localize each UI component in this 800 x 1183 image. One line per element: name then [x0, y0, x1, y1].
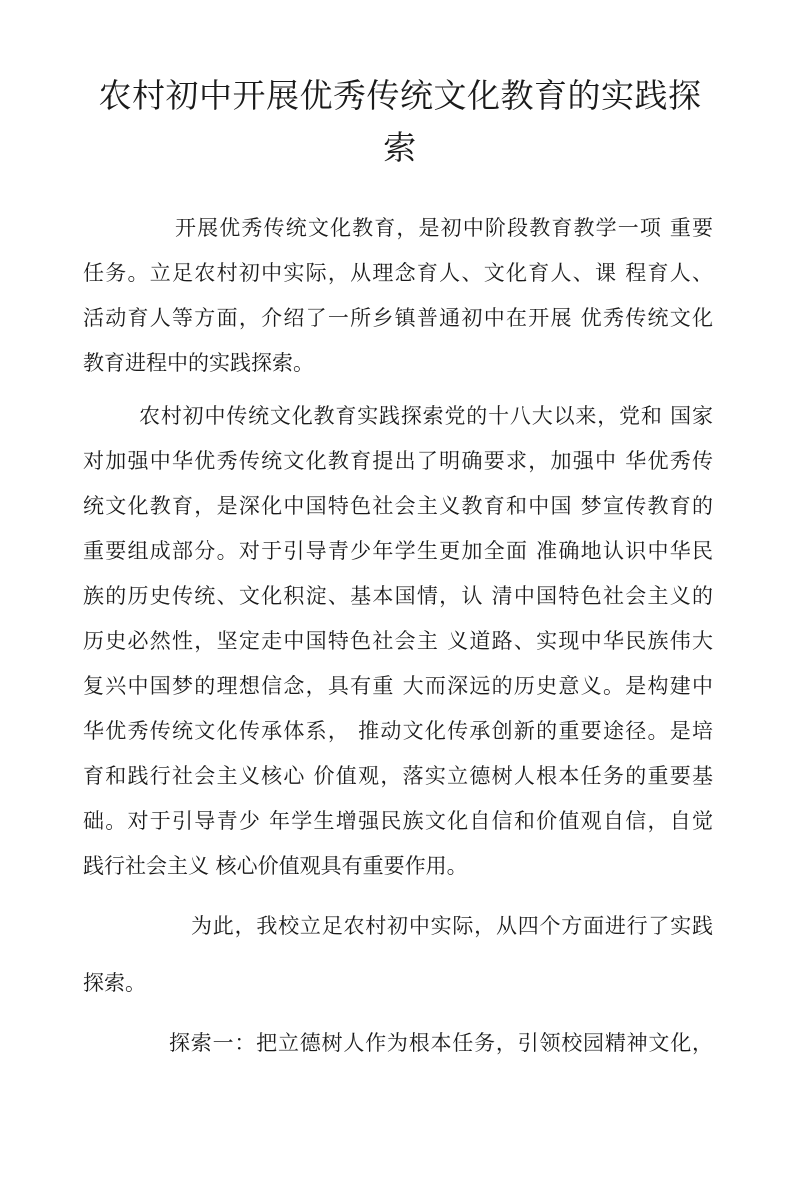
paragraph-gap [83, 386, 713, 394]
paragraph-line: 活动育人等方面，介绍了一所乡镇普通初中在开展 优秀传统文化 [83, 306, 713, 330]
paragraph-line: 任务。立足农村初中实际，从理念育人、文化育人、课 程育人、 [83, 261, 713, 285]
title-line-2: 索 [383, 128, 417, 167]
paragraph-line: 础。对于引导青少 年学生增强民族文化自信和价值观自信，自觉 [83, 809, 713, 833]
paragraph-line: 践行社会主义 核心价值观具有重要作用。 [83, 854, 468, 878]
paragraph-approach [83, 904, 713, 1006]
paragraph-line: 历史必然性，坚定走中国特色社会主 义道路、实现中华民族伟大 [83, 629, 713, 653]
paragraph-exploration-one [83, 1021, 713, 1066]
paragraph-line: 统文化教育，是深化中国特色社会主义教育和中国 梦宣传教育的 [83, 494, 713, 518]
paragraph-background [83, 394, 713, 889]
paragraph-line: 探索。 [83, 971, 146, 995]
paragraph-line: 华优秀传统文化传承体系， 推动文化传承创新的重要途径。是培 [83, 719, 713, 743]
paragraph-line: 开展优秀传统文化教育，是初中阶段教育教学一项 重要 [175, 216, 713, 240]
paragraph-line: 族的历史传统、文化积淀、基本国情，认 清中国特色社会主义的 [83, 584, 713, 608]
paragraph-line: 复兴中国梦的理想信念，具有重 大而深远的历史意义。是构建中 [83, 674, 713, 698]
title-line-1: 农村初中开展优秀传统文化教育的实践探 [98, 76, 702, 115]
paragraph-abstract [83, 206, 713, 386]
paragraph-gap [83, 889, 713, 904]
paragraph-line: 为此，我校立足农村初中实际，从四个方面进行了实践 [191, 914, 713, 938]
paragraph-line: 农村初中传统文化教育实践探索党的十八大以来，党和 国家 [139, 404, 713, 428]
paragraph-line: 对加强中华优秀传统文化教育提出了明确要求，加强中 华优秀传 [83, 449, 713, 473]
paragraph-line: 育和践行社会主义核心 价值观，落实立德树人根本任务的重要基 [83, 764, 713, 788]
paragraph-line: 教育进程中的实践探索。 [83, 351, 314, 375]
document-title [88, 70, 712, 174]
paragraph-line: 探索一：把立德树人作为根本任务，引领校园精神文化， [169, 1031, 713, 1055]
document-body [83, 206, 713, 1066]
paragraph-gap [83, 1006, 713, 1021]
paragraph-line: 重要组成部分。对于引导青少年学生更加全面 准确地认识中华民 [83, 539, 713, 563]
